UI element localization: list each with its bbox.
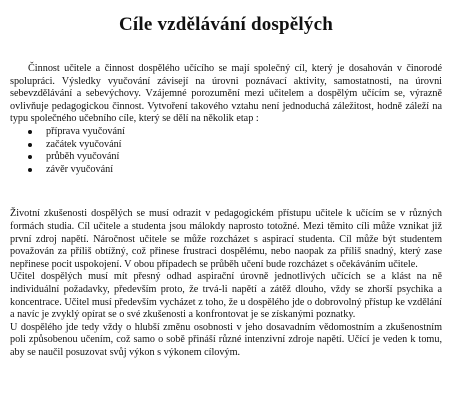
stage-item	[28, 151, 442, 164]
bullet-icon	[28, 168, 32, 172]
section-spacer	[10, 176, 442, 208]
bullet-icon	[28, 155, 32, 159]
document-body	[10, 63, 442, 359]
stage-label: průběh vyučování	[46, 151, 120, 163]
bullet-icon	[28, 143, 32, 147]
stage-item	[28, 139, 442, 152]
body-paragraph: Učitel dospělých musí mít přesný odhad aspirační úrovně jednotlivých učících se a klást na ně individuální požadavky, především proto, že trvá-li napětí a zátěž dlouho, vždy se zhorší psychika a koncentrace. Učitel musí především vycházet z toho, že u dospělého jde o dobrovolný přístup ke vzdělání a navíc je zvyklý opírat se o své zkušenosti a konfrontovat je se získanými poznatky.	[10, 271, 442, 321]
body-paragraph: Životní zkušenosti dospělých se musí odrazit v pedagogickém přístupu učitele k učícím se v různých formách studia. Cíl učitele a studenta jsou málokdy naprosto totožné. Mezi těmito cíli může vznikat již první zdroj napětí. Náročnost učitele se může rozcházet s aspirací studenta. Cíl může být studentem považován za příliš obtížný, což přinese frustraci dospělému, nebo naopak za příliš snadný, který zase nepřinese pocit uspokojení. V obou případech se průběh učení bude rozcházet s očekáváním učitele.	[10, 208, 442, 270]
stage-item	[28, 126, 442, 139]
stage-list	[10, 126, 442, 176]
stage-label: závěr vyučování	[46, 163, 114, 175]
bullet-icon	[28, 130, 32, 134]
stage-item	[28, 164, 442, 177]
body-paragraph: U dospělého jde tedy vždy o hlubší změnu osobnosti v jeho dosavadním vědomostním a zkušenostním poli způsobenou učením, což samo o sobě přináší různé intenzivní zdroje napětí. Učící je veden k tomu, aby se naučil posuzovat svůj výkon s výkonem cílovým.	[10, 321, 442, 358]
document-title: Cíle vzdělávání dospělých	[118, 14, 333, 35]
stage-label: příprava vyučování	[46, 125, 125, 137]
stage-label: začátek vyučování	[46, 138, 122, 150]
intro-paragraph: Činnost učitele a činnost dospělého učícího se mají společný cíl, který je dosahován v činorodé spolupráci. Výsledky vyučování závisejí na úrovni poznávací aktivity, samostatnosti, na úrovni sebevzdělávání a sebevýchovy. Vzájemné porozumění mezi učitelem a dospělým učícím se, výrazně ovlivňuje pedagogickou činnost. Vytvoření takového vztahu není jednoduchá záležitost, hodně záleží na typu společného učebního cíle, který se dělí na několik etap :	[10, 63, 442, 125]
